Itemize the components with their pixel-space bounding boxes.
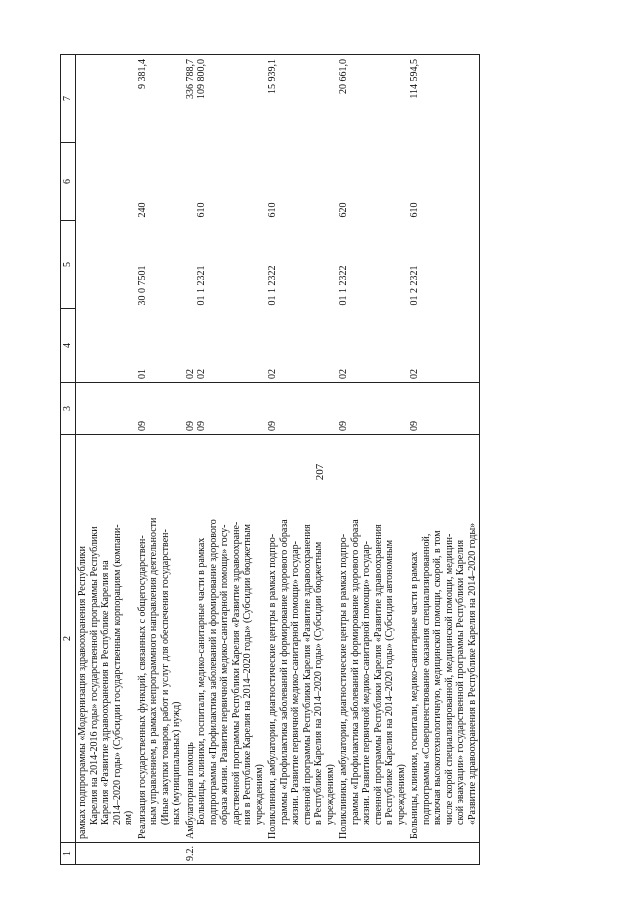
expense-type-code: 610: [408, 143, 480, 221]
table-row: [266, 55, 337, 865]
rotated-page-content: [60, 55, 540, 865]
description-line: ственной программы Республики Карелия «Развитие здравоохранения: [372, 524, 384, 825]
description-line: учреждениям): [324, 764, 336, 825]
description-line: подпрограммы «Профилактика заболеваний и формирование здорового: [207, 519, 219, 825]
description-line: включая высокотехнологичную, медицинской помощи, скорой, в том: [432, 530, 443, 825]
description-line: ственной программы Республики Карелия «Развитие здравоохранения: [301, 524, 313, 825]
amount: [184, 55, 267, 143]
column-header: 4: [61, 309, 76, 383]
subsection-code: [136, 309, 184, 383]
subsection-code: [266, 309, 337, 383]
table-body: [76, 55, 480, 865]
description-line: учреждениям): [395, 764, 407, 825]
row-number: [408, 843, 480, 865]
description-line: ния в Республике Карелия на 2014–2020 годы» (Субсидии бюджетным: [242, 524, 253, 825]
expense-type-code: 620: [338, 202, 349, 218]
description-line: рамках подпрограммы «Модернизация здравоохранения Республики: [77, 545, 88, 839]
row-description: [337, 435, 408, 843]
section-code: [266, 383, 337, 435]
target-item-code: 01 1 2322: [338, 265, 349, 306]
description-line: образа жизни. Развитие первичной медико-санитарной помощи» госу-: [219, 524, 230, 825]
row-number: [136, 843, 184, 865]
table-header-row: [61, 55, 76, 865]
column-header: 1: [61, 843, 76, 865]
cell-line: 09: [338, 421, 349, 431]
cell-line: 02: [267, 369, 278, 379]
description-line: жизни. Развитие первичной медико-санитарной помощи» государ-: [290, 541, 301, 825]
description-line: подпрограммы «Совершенствование оказания специализированной,: [420, 533, 432, 825]
description-line: в Республике Карелия на 2014–2020 годы» (Субсидии автономным: [384, 539, 395, 825]
description-line: граммы «Профилактика заболеваний и формирование здорового образа: [278, 519, 290, 825]
subsection-code: [184, 309, 267, 383]
amount: [136, 55, 184, 143]
table-row: [136, 55, 184, 865]
description-line: (Иные закупки товаров, работ и услуг для обеспечения государствен-: [159, 529, 171, 825]
subsection-code: [408, 309, 480, 383]
description-line: ных (муниципальных) нужд): [171, 701, 182, 825]
budget-table: [60, 54, 480, 865]
row-number: 9.2.: [184, 843, 267, 865]
expense-type-code: [76, 143, 136, 221]
cell-line: 09: [136, 421, 148, 431]
description-line: «Развитие здравоохранения в Республике Карелия на 2014–2020 годы»: [466, 522, 478, 825]
cell-line: 15 939,1: [267, 59, 278, 94]
amount: [266, 55, 337, 143]
description-line: учреждениям): [253, 764, 265, 825]
expense-type-code: 610: [195, 202, 207, 218]
description-line: Амбулаторная помощь: [184, 742, 196, 839]
cell-line: 09: [267, 421, 278, 431]
description-line: Карелия на 2014-2016 годы» государственной программы Республики: [88, 526, 100, 825]
amount: [337, 55, 408, 143]
column-header: 6: [61, 143, 76, 221]
amount: [76, 55, 136, 143]
description-line: граммы «Профилактика заболеваний и формирование здорового образа: [349, 519, 361, 825]
description-line: Поликлиники, амбулатории, диагностические центры в рамках подпро-: [267, 533, 278, 839]
description-line: ской эвакуации» государственной программы Республики Карелия: [455, 539, 466, 825]
cell-line: 20 661,0: [338, 59, 349, 94]
expense-type-code: 240: [136, 202, 148, 218]
description-line: 2014–2020 годы» (Субсидии государственным корпорациям (компани-: [111, 524, 123, 825]
column-header: 2: [61, 435, 76, 843]
cell-line: 336 788,7: [184, 59, 196, 99]
table-row: [184, 55, 267, 865]
description-line: числе скорой специализированной, медицинской помощи, медицин-: [443, 533, 455, 825]
description-line: жизни. Развитие первичной медико-санитарной помощи» государ-: [361, 541, 372, 825]
section-code: [184, 383, 267, 435]
cell-line: 02: [338, 369, 349, 379]
cell-line: 9 381,4: [136, 59, 148, 89]
row-description: [266, 435, 337, 843]
table-row: [76, 55, 136, 865]
section-code: [337, 383, 408, 435]
amount: [408, 55, 480, 143]
cell-line: 01: [136, 369, 148, 379]
row-number: [337, 843, 408, 865]
row-number: [266, 843, 337, 865]
section-code: [136, 383, 184, 435]
description-line: Поликлиники, амбулатории, диагностические центры в рамках подпро-: [338, 533, 349, 839]
cell-line: 02: [184, 369, 196, 379]
row-description: [184, 435, 267, 843]
target-item-code: 01 2 2321: [408, 221, 480, 309]
description-line: Реализация государственных функций, связанных с общегосударствен-: [136, 535, 148, 839]
page-number: 207: [314, 463, 326, 481]
section-code: [408, 383, 480, 435]
expense-type-code: 610: [267, 202, 278, 218]
subsection-code: [337, 309, 408, 383]
row-description: [76, 435, 136, 843]
description-line: дарственной программы Республики Карелия «Развитие здравоохране-: [230, 521, 242, 825]
cell-line: 09: [184, 421, 196, 431]
row-description: [408, 435, 480, 843]
section-code: [76, 383, 136, 435]
subsection-code: [76, 309, 136, 383]
description-line: Больницы, клиники, госпитали, медико-санитарные части в рамках: [196, 537, 207, 825]
table-row: [337, 55, 408, 865]
description-line: Больницы, клиники, госпитали, медико-санитарные части в рамках: [409, 551, 420, 839]
description-line: в Республике Карелия на 2014–2020 годы» (Субсидии бюджетным: [313, 541, 324, 825]
cell-line: 09: [196, 421, 207, 431]
description-line: Карелия «Развитие здравоохранения в Республике Карелия на: [100, 560, 111, 825]
column-header: 7: [61, 55, 76, 143]
target-item-code: 30 0 7501: [136, 265, 148, 306]
column-header: 3: [61, 383, 76, 435]
cell-line: 02: [196, 369, 207, 379]
cell-line: 109 800,0: [196, 59, 207, 99]
cell-line: 09: [409, 421, 420, 431]
table-row: [408, 55, 480, 865]
description-line: ям): [123, 810, 134, 825]
column-header: 5: [61, 221, 76, 309]
row-description: [136, 435, 184, 843]
row-number: [76, 843, 136, 865]
target-item-code: 01 1 2321: [195, 265, 207, 306]
target-item-code: 01 1 2322: [267, 265, 278, 306]
cell-line: 114 594,5: [409, 59, 420, 99]
target-item-code: [76, 221, 136, 309]
description-line: ным управлением, в рамках непрограммного направления деятельности: [148, 517, 159, 825]
cell-line: 02: [409, 369, 420, 379]
